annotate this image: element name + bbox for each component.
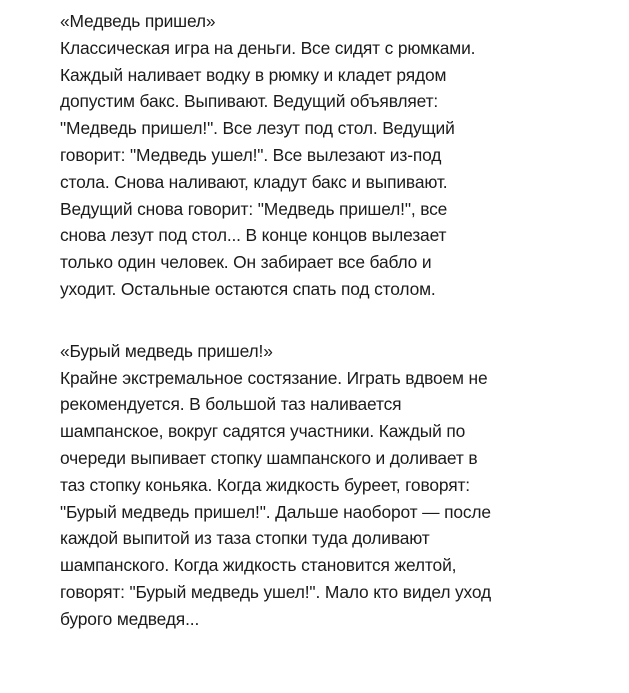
text-line: "Бурый медведь пришел!". Дальше наоборот — после [60, 501, 491, 522]
text-line: "Медведь пришел!". Все лезут под стол. Ведущий [60, 118, 455, 139]
text-line: только один человек. Он забирает все бабло и [60, 252, 432, 273]
text-line: очереди выпивает стопку шампанского и доливает в [60, 447, 478, 468]
text-line: допустим бакс. Выпивают. Ведущий объявляет: [60, 91, 439, 112]
text-line: таз стопку коньяка. Когда жидкость буреет, говорят: [60, 474, 470, 495]
text-line: Крайне экстремальное состязание. Играть вдвоем не [60, 367, 488, 388]
text-line: шампанского. Когда жидкость становится желтой, [60, 555, 457, 576]
section-title: «Бурый медведь пришел!» [60, 340, 273, 361]
section-buryi-medved [60, 338, 619, 633]
text-line: Классическая игра на деньги. Все сидят с рюмками. [60, 37, 476, 58]
text-line: стола. Снова наливают, кладут бакс и выпивают. [60, 171, 448, 192]
text-line: уходит. Остальные остаются спать под столом. [60, 278, 436, 299]
text-line: снова лезут под стол... В конце концов вылезает [60, 225, 447, 246]
text-line: каждой выпитой из таза стопки туда доливают [60, 528, 430, 549]
text-line: говорят: "Бурый медведь ушел!". Мало кто видел уход [60, 581, 492, 602]
section-medved-prishel [60, 8, 619, 303]
text-line: Ведущий снова говорит: "Медведь пришел!", все [60, 198, 448, 219]
text-line: рекомендуется. В большой таз наливается [60, 394, 402, 415]
text-line: бурого медведя... [60, 608, 200, 629]
section-title: «Медведь пришел» [60, 11, 216, 31]
text-line: шампанское, вокруг садятся участники. Каждый по [60, 421, 466, 442]
text-line: говорит: "Медведь ушел!". Все вылезают из-под [60, 144, 442, 165]
text-line: Каждый наливает водку в рюмку и кладет рядом [60, 64, 447, 85]
